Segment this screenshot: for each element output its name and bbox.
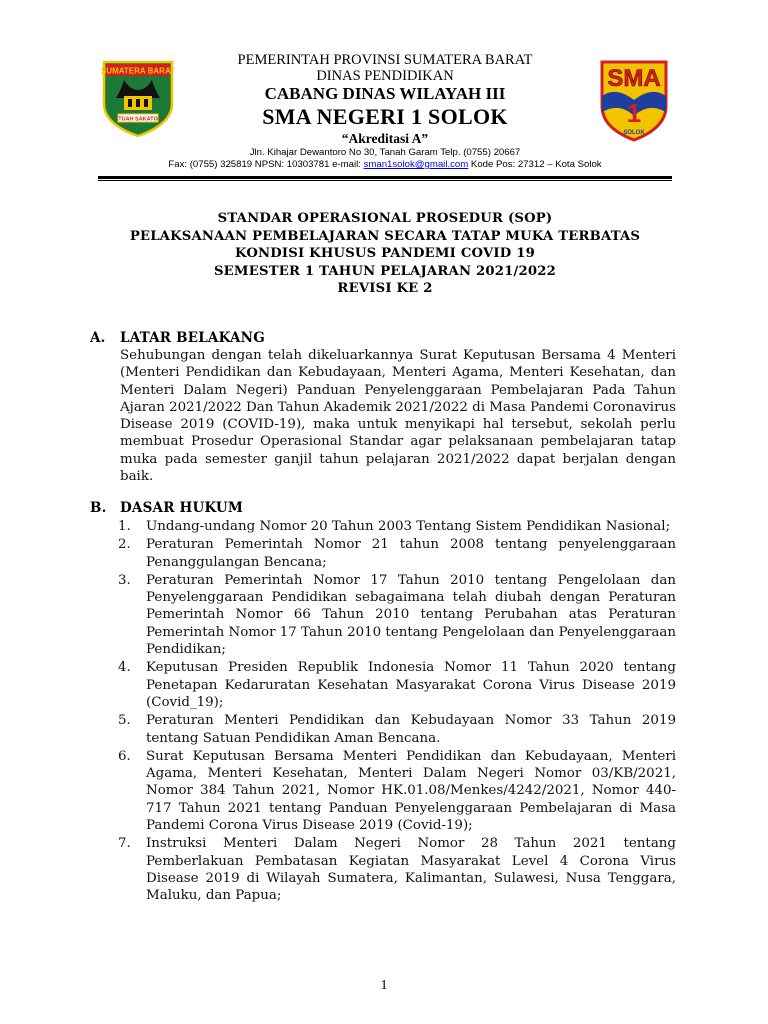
emblem-label: SUMATERA BARAT — [100, 66, 176, 76]
list-item — [118, 572, 676, 658]
contact-prefix: Fax: (0755) 325819 NPSN: 10303781 e-mail: — [168, 159, 364, 170]
list-item-text: Keputusan Presiden Republik Indonesia Nomor 11 Tahun 2020 tentang Penetapan Kedaruratan Kesehatan Masyarakat Corona Virus Disease 2019 (Covid_19); — [146, 660, 676, 710]
email-link[interactable]: sman1solok@gmail.com — [363, 159, 469, 170]
list-item — [118, 835, 676, 904]
section-a-letter: A. — [90, 330, 106, 346]
list-item-text: Surat Keputusan Bersama Menteri Pendidikan dan Kebudayaan, Menteri Agama, Menteri Kesehatan, Menteri Dalam Negeri Nomor 03/KB/2021, Nomor 384 Tahun 2021, Nomor HK.01.08/Menkes/4242/2021, Nomor 440-717 Tahun 2021 tentang Panduan Penyelenggaraan Pembelajaran di Masa Pandemi Corona Virus Disease 2019 (Covid-19); — [146, 748, 676, 834]
title-line-3: KONDISI KHUSUS PANDEMI COVID 19 — [235, 246, 535, 261]
letterhead-address: Jln. Kihajar Dewantoro No 30, Tanah Garam Telp. (0755) 20667 — [249, 147, 521, 158]
section-b-letter: B. — [90, 500, 107, 516]
emblem-motto: TUAH SAKATO — [118, 116, 158, 123]
list-item-text: Instruksi Menteri Dalam Negeri Nomor 28 Tahun 2021 tentang Pemberlakuan Pembatasan Kegiatan Masyarakat Level 4 Corona Virus Disease 2019 di Wilayah Sumatera, Kalimantan, Sulawesi, Nusa Tenggara, Maluku, dan Papua; — [146, 836, 676, 904]
contact-suffix: Kode Pos: 27312 – Kota Solok — [468, 159, 602, 170]
title-line-1: STANDAR OPERASIONAL PROSEDUR (SOP) — [217, 211, 553, 226]
logo-sub: SOLOK — [623, 130, 645, 136]
section-b-heading — [90, 500, 243, 517]
list-item-number: 5. — [118, 713, 131, 729]
document-title — [100, 210, 670, 298]
logo-number: 1 — [626, 98, 642, 128]
letterhead-rule — [98, 176, 672, 179]
letterhead-accreditation: “Akreditasi A” — [341, 131, 429, 146]
list-item — [118, 659, 676, 711]
list-item-number: 2. — [118, 537, 131, 553]
title-line-4: SEMESTER 1 TAHUN PELAJARAN 2021/2022 — [213, 263, 557, 279]
letterhead-school-name: SMA NEGERI 1 SOLOK — [262, 104, 508, 129]
list-item-number: 3. — [118, 572, 131, 588]
list-item-number: 6. — [118, 748, 131, 764]
list-item-text: Peraturan Menteri Pendidikan dan Kebudayaan Nomor 33 Tahun 2019 tentang Satuan Pendidikan Aman Bencana. — [146, 713, 676, 746]
list-item-text: Undang-undang Nomor 20 Tahun 2003 Tentang Sistem Pendidikan Nasional; — [146, 519, 671, 534]
list-item-number: 4. — [118, 660, 131, 676]
logo-sma-text: SMA — [607, 65, 661, 92]
list-item-number: 7. — [118, 836, 131, 852]
section-a-heading — [90, 330, 265, 347]
letterhead-department: DINAS PENDIDIKAN — [316, 68, 454, 84]
section-a-paragraph: Sehubungan dengan telah dikeluarkannya Surat Keputusan Bersama 4 Menteri (Menteri Pendidikan dan Kebudayaan, Menteri Agama, Menteri Kesehatan, dan Menteri Dalam Negeri) Panduan Penyelenggaraan Pembelajaran Pada Tahun Ajaran 2021/2022 Dan Tahun Akademik 2021/2022 di Masa Pandemi Coronavirus Disease 2019 (COVID-19), maka untuk menyikapi hal tersebut, sekolah perlu membuat Prosedur Operasional Standar agar pelaksanaan pembelajaran tatap muka pada semester ganjil tahun pelajaran 2021/2022 dapat berjalan dengan baik. — [120, 348, 676, 485]
list-item — [118, 518, 676, 535]
page-number: 1 — [380, 978, 388, 993]
list-item — [118, 748, 676, 834]
letterhead-branch: CABANG DINAS WILAYAH III — [264, 84, 506, 103]
letterhead-government: PEMERINTAH PROVINSI SUMATERA BARAT — [237, 52, 533, 68]
letterhead-rule-thin — [98, 180, 672, 181]
letterhead-contact — [150, 159, 620, 171]
section-b-title: DASAR HUKUM — [120, 500, 244, 516]
title-line-5: REVISI KE 2 — [337, 281, 433, 296]
letterhead — [150, 52, 620, 171]
list-item — [118, 536, 676, 571]
list-item — [118, 712, 676, 747]
list-item-text: Peraturan Pemerintah Nomor 17 Tahun 2010 tentang Pengelolaan dan Penyelenggaraan Pendidikan sebagaimana telah diubah dengan Peraturan Pemerintah Nomor 66 Tahun 2010 tentang Perubahan atas Peraturan Pemerintah Nomor 17 Tahun 2010 tentang Pengelolaan dan Penyelenggaraan Pendidikan; — [146, 572, 676, 658]
list-item-text: Peraturan Pemerintah Nomor 21 tahun 2008 tentang penyelenggaraan Penanggulangan Bencana; — [146, 537, 676, 570]
title-line-2: PELAKSANAAN PEMBELAJARAN SECARA TATAP MUKA TERBATAS — [129, 228, 641, 244]
section-a-title: LATAR BELAKANG — [120, 330, 265, 346]
legal-basis-list — [118, 518, 676, 906]
list-item-number: 1. — [118, 519, 131, 534]
